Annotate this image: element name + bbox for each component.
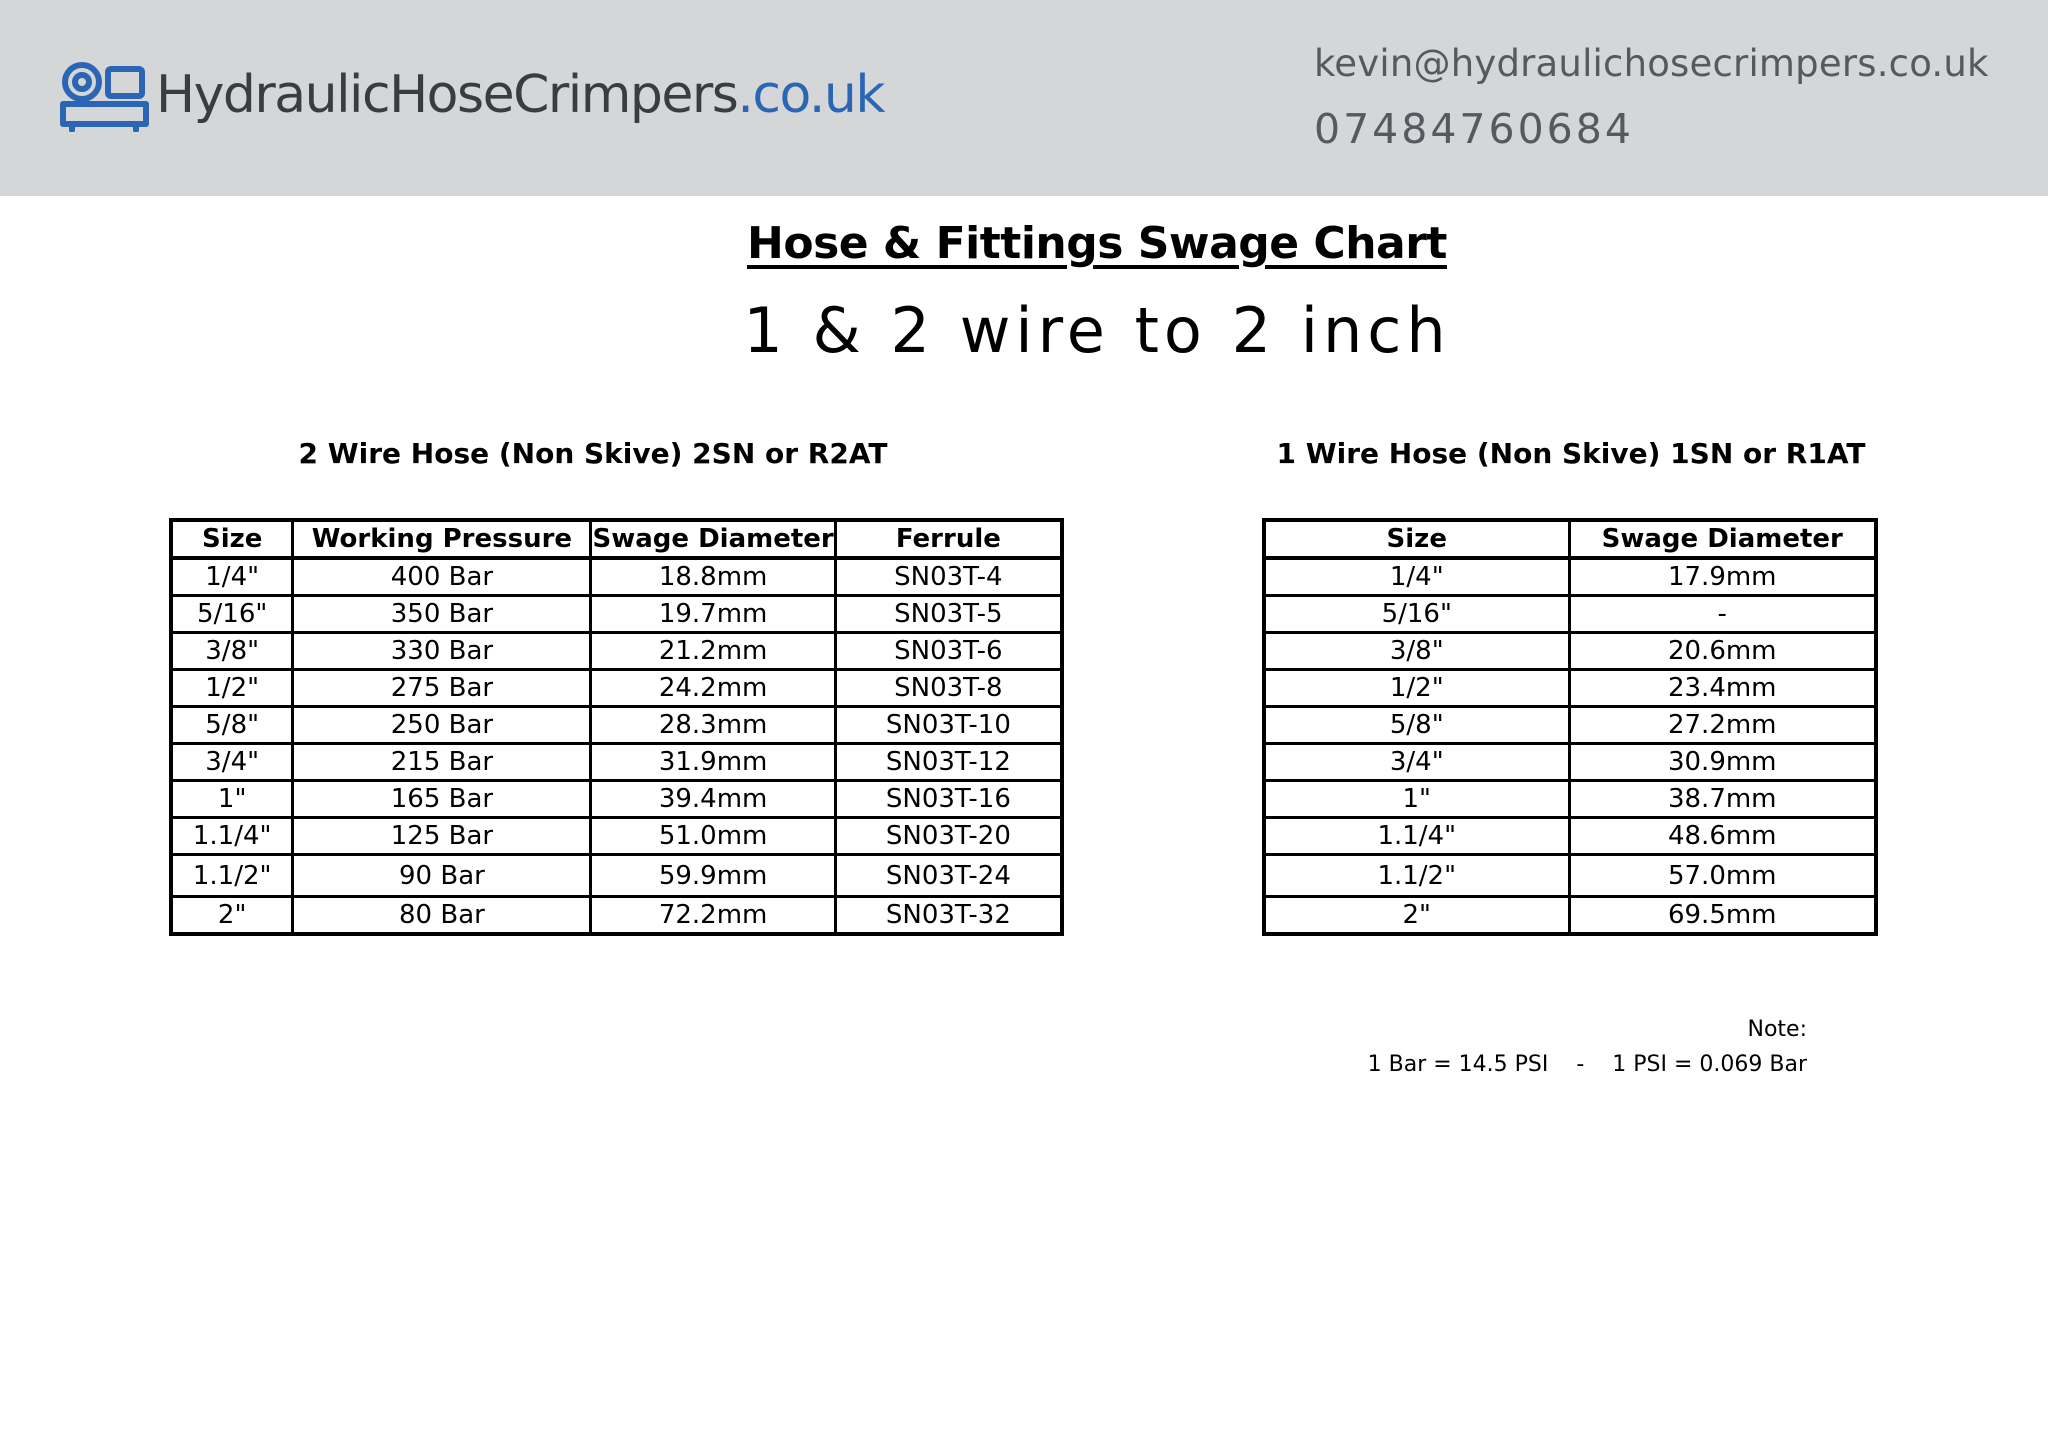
size-cell: 1.1/4" bbox=[1264, 818, 1569, 855]
table-row bbox=[171, 744, 1062, 781]
ferrule-cell: SN03T-5 bbox=[835, 596, 1062, 633]
size-cell: 1/4" bbox=[1264, 558, 1569, 596]
pressure-cell: 90 Bar bbox=[293, 855, 591, 897]
column-header-size: Size bbox=[1264, 520, 1569, 558]
ferrule-cell: SN03T-10 bbox=[835, 707, 1062, 744]
size-cell: 1" bbox=[171, 781, 293, 818]
pressure-cell: 275 Bar bbox=[293, 670, 591, 707]
ferrule-cell: SN03T-32 bbox=[835, 897, 1062, 935]
two-wire-heading: 2 Wire Hose (Non Skive) 2SN or R2AT bbox=[298, 437, 888, 470]
column-header-ferrule: Ferrule bbox=[835, 520, 1062, 558]
ferrule-cell: SN03T-12 bbox=[835, 744, 1062, 781]
pressure-cell: 80 Bar bbox=[293, 897, 591, 935]
swage-diameter-cell: 20.6mm bbox=[1569, 633, 1876, 670]
column-header-swage-diameter: Swage Diameter bbox=[1569, 520, 1876, 558]
swage-diameter-cell: 39.4mm bbox=[591, 781, 835, 818]
page-title: Hose & Fittings Swage Chart bbox=[747, 218, 1447, 269]
table-row bbox=[171, 818, 1062, 855]
table-row bbox=[171, 633, 1062, 670]
one-wire-heading: 1 Wire Hose (Non Skive) 1SN or R1AT bbox=[1276, 437, 1866, 470]
table-row bbox=[1264, 596, 1876, 633]
ferrule-cell: SN03T-6 bbox=[835, 633, 1062, 670]
size-cell: 2" bbox=[1264, 897, 1569, 935]
pressure-cell: 250 Bar bbox=[293, 707, 591, 744]
size-cell: 2" bbox=[171, 897, 293, 935]
column-header-size: Size bbox=[171, 520, 293, 558]
swage-diameter-cell: 51.0mm bbox=[591, 818, 835, 855]
brand-wordmark bbox=[156, 65, 884, 125]
table-row bbox=[171, 897, 1062, 935]
size-cell: 3/4" bbox=[1264, 744, 1569, 781]
size-cell: 1.1/4" bbox=[171, 818, 293, 855]
size-cell: 5/8" bbox=[1264, 707, 1569, 744]
table-row bbox=[1264, 855, 1876, 897]
swage-diameter-cell: 19.7mm bbox=[591, 596, 835, 633]
two-wire-table bbox=[169, 518, 1064, 936]
brand-name: HydraulicHoseCrimpers bbox=[156, 65, 738, 125]
swage-diameter-cell: 21.2mm bbox=[591, 633, 835, 670]
page-header bbox=[0, 0, 2048, 196]
table-row bbox=[1264, 744, 1876, 781]
one-wire-table bbox=[1262, 518, 1878, 936]
brand-domain: .co.uk bbox=[737, 65, 884, 125]
size-cell: 1.1/2" bbox=[1264, 855, 1569, 897]
table-row bbox=[1264, 670, 1876, 707]
conversion-note: 1 Bar = 14.5 PSI - 1 PSI = 0.069 Bar bbox=[1367, 1052, 1807, 1077]
pressure-cell: 165 Bar bbox=[293, 781, 591, 818]
size-cell: 1/2" bbox=[1264, 670, 1569, 707]
swage-diameter-cell: 24.2mm bbox=[591, 670, 835, 707]
contact-info bbox=[1314, 42, 1989, 153]
swage-diameter-cell: 72.2mm bbox=[591, 897, 835, 935]
ferrule-cell: SN03T-24 bbox=[835, 855, 1062, 897]
ferrule-cell: SN03T-16 bbox=[835, 781, 1062, 818]
size-cell: 5/16" bbox=[1264, 596, 1569, 633]
table-row bbox=[1264, 633, 1876, 670]
table-row bbox=[171, 855, 1062, 897]
size-cell: 3/8" bbox=[1264, 633, 1569, 670]
pressure-cell: 125 Bar bbox=[293, 818, 591, 855]
table-row bbox=[171, 596, 1062, 633]
ferrule-cell: SN03T-8 bbox=[835, 670, 1062, 707]
table-row bbox=[1264, 818, 1876, 855]
size-cell: 1/2" bbox=[171, 670, 293, 707]
table-header-row bbox=[1264, 520, 1876, 558]
swage-diameter-cell: 17.9mm bbox=[1569, 558, 1876, 596]
page-subtitle: 1 & 2 wire to 2 inch bbox=[743, 294, 1451, 367]
swage-diameter-cell: 27.2mm bbox=[1569, 707, 1876, 744]
swage-diameter-cell: 69.5mm bbox=[1569, 897, 1876, 935]
swage-diameter-cell: 18.8mm bbox=[591, 558, 835, 596]
table-row bbox=[171, 707, 1062, 744]
size-cell: 5/16" bbox=[171, 596, 293, 633]
table-row bbox=[1264, 707, 1876, 744]
ferrule-cell: SN03T-4 bbox=[835, 558, 1062, 596]
swage-diameter-cell: 28.3mm bbox=[591, 707, 835, 744]
table-row bbox=[171, 558, 1062, 596]
ferrule-cell: SN03T-20 bbox=[835, 818, 1062, 855]
swage-diameter-cell: 23.4mm bbox=[1569, 670, 1876, 707]
table-row bbox=[1264, 897, 1876, 935]
size-cell: 3/8" bbox=[171, 633, 293, 670]
table-header-row bbox=[171, 520, 1062, 558]
swage-diameter-cell: 48.6mm bbox=[1569, 818, 1876, 855]
size-cell: 5/8" bbox=[171, 707, 293, 744]
pressure-cell: 215 Bar bbox=[293, 744, 591, 781]
swage-diameter-cell: - bbox=[1569, 596, 1876, 633]
pressure-cell: 350 Bar bbox=[293, 596, 591, 633]
brand-logo[interactable] bbox=[58, 58, 884, 132]
table-row bbox=[1264, 781, 1876, 818]
table-row bbox=[1264, 558, 1876, 596]
swage-diameter-cell: 30.9mm bbox=[1569, 744, 1876, 781]
contact-phone[interactable]: 07484760684 bbox=[1314, 105, 1634, 153]
size-cell: 1" bbox=[1264, 781, 1569, 818]
note-label: Note: bbox=[1747, 1017, 1807, 1042]
pressure-cell: 400 Bar bbox=[293, 558, 591, 596]
swage-diameter-cell: 59.9mm bbox=[591, 855, 835, 897]
pressure-cell: 330 Bar bbox=[293, 633, 591, 670]
swage-diameter-cell: 57.0mm bbox=[1569, 855, 1876, 897]
size-cell: 1.1/2" bbox=[171, 855, 293, 897]
hose-crimper-machine-icon bbox=[58, 58, 150, 132]
column-header-working-pressure: Working Pressure bbox=[293, 520, 591, 558]
swage-diameter-cell: 31.9mm bbox=[591, 744, 835, 781]
table-row bbox=[171, 781, 1062, 818]
size-cell: 1/4" bbox=[171, 558, 293, 596]
size-cell: 3/4" bbox=[171, 744, 293, 781]
swage-diameter-cell: 38.7mm bbox=[1569, 781, 1876, 818]
column-header-swage-diameter: Swage Diameter bbox=[591, 520, 835, 558]
table-row bbox=[171, 670, 1062, 707]
contact-email[interactable]: kevin@hydraulichosecrimpers.co.uk bbox=[1314, 42, 1989, 85]
